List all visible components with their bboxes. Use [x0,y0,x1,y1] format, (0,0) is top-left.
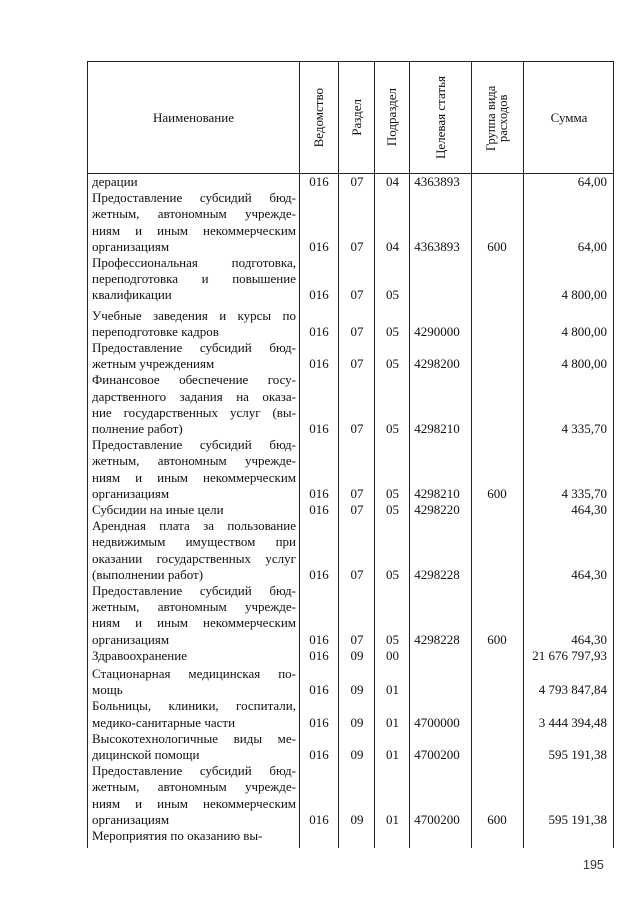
row-vedomstvo: 016 [309,566,329,582]
row-summa: 4 800,00 [561,287,607,303]
row-podrazdel: 01 [386,714,399,730]
row-podrazdel: 01 [386,746,399,762]
row-name-line: ниям и иным некоммерческим [92,615,296,631]
row-podrazdel: 05 [386,566,399,582]
row-podrazdel: 05 [386,356,399,372]
row-name [92,666,296,698]
row-name-line: Предоставление субсидий бюд- [92,583,296,598]
table-row [88,255,613,304]
row-razdel: 07 [350,566,364,582]
row-name-line: ние государственных услуг (вы- [92,404,296,420]
row-razdel: 07 [350,174,364,189]
row-name-line: Предоставление субсидий бюд- [92,190,296,206]
row-vedomstvo: 016 [309,714,329,730]
header-name: Наименование [153,109,234,125]
row-podrazdel: 05 [386,502,399,517]
row-summa: 464,30 [571,502,607,517]
row-name [92,340,296,372]
row-name [92,190,296,255]
row-summa: 4 800,00 [561,323,607,339]
row-podrazdel: 04 [386,238,399,254]
row-summa: 64,00 [577,174,607,189]
table-row [88,372,613,437]
row-name [92,502,296,518]
row-summa: 464,30 [571,566,607,582]
row-razdel: 09 [350,746,364,762]
row-name [92,255,296,304]
row-celevaya: 4290000 [414,323,460,339]
row-celevaya: 4298200 [414,356,460,372]
row-vedomstvo: 016 [309,323,329,339]
row-gruppa: 600 [487,811,507,827]
row-name-line: Субсидии на иные цели [92,502,224,517]
row-podrazdel: 05 [386,485,399,501]
row-name-line: медико-санитарные части [92,714,236,730]
row-name-line: ниям и иным некоммерческим [92,469,296,485]
row-name-line: организациям [92,485,170,501]
row-celevaya: 4298210 [414,485,460,501]
row-name-line: жетным, автономным учрежде- [92,453,296,469]
page-number: 195 [583,858,604,872]
table-row [88,828,613,844]
header-summa: Сумма [550,109,588,125]
row-name-line: Предоставление субсидий бюд- [92,340,296,355]
row-podrazdel: 01 [386,682,399,698]
row-celevaya: 4298228 [414,631,460,647]
row-name-line: полнение работ) [92,421,183,436]
row-celevaya: 4363893 [414,174,460,189]
header-razdel-cell [338,62,374,173]
row-name [92,828,296,844]
header-podrazdel: Подраздел [384,88,399,147]
header-podrazdel-cell [374,62,409,173]
row-name-line: квалификации [92,287,172,303]
row-name-line: недвижимым имуществом при [92,534,296,550]
header-gruppa: Группа вида расходов [484,84,510,151]
row-razdel: 07 [350,420,364,436]
row-razdel: 07 [350,238,364,254]
row-vedomstvo: 016 [309,485,329,501]
row-podrazdel: 05 [386,323,399,339]
row-name-line: организациям [92,811,170,827]
row-razdel: 07 [350,631,364,647]
table-row [88,698,613,730]
table-row [88,731,613,763]
row-name-line: переподготовка и повышение [92,271,296,287]
row-name-line: Высокотехнологичные виды ме- [92,730,296,746]
row-razdel: 07 [350,485,364,501]
row-summa: 21 676 797,93 [532,647,607,663]
row-name [92,308,296,340]
row-name-line: организациям [92,238,170,254]
table-row [88,340,613,372]
row-name-line: Больницы, клиники, госпитали, [92,698,296,714]
row-vedomstvo: 016 [309,746,329,762]
header-razdel: Раздел [348,99,364,136]
table-row [88,190,613,255]
row-name-line: Профессиональная подготовка, [92,255,296,270]
row-name-line: дицинской помощи [92,747,200,762]
row-razdel: 07 [350,323,364,339]
row-summa: 64,00 [577,238,607,254]
header-celevaya-cell [409,62,471,173]
row-vedomstvo: 016 [309,287,329,303]
row-podrazdel: 05 [386,631,399,647]
row-name [92,731,296,763]
row-vedomstvo: 016 [309,420,329,436]
row-celevaya: 4298210 [414,420,460,436]
row-razdel: 07 [350,356,364,372]
row-summa: 595 191,38 [548,811,607,827]
row-razdel: 07 [350,502,364,517]
row-name-line: Здравоохранение [92,647,187,663]
row-name [92,648,296,664]
row-name-line: ниям и иным некоммерческим [92,222,296,238]
row-gruppa: 600 [487,238,507,254]
header-vedomstvo: Ведомство [311,87,326,148]
row-vedomstvo: 016 [309,631,329,647]
row-name-line: ниям и иным некоммерческим [92,795,296,811]
header-celevaya: Целевая статья [432,75,448,159]
row-name-line: Предоставление субсидий бюд- [92,763,296,779]
row-name-line: жетным, автономным учрежде- [92,206,296,222]
row-celevaya: 4700200 [414,811,460,827]
row-name-line: дерации [92,174,138,189]
row-name-line: мощь [92,682,123,698]
row-name [92,174,296,190]
row-vedomstvo: 016 [309,174,329,189]
row-name-line: Учебные заведения и курсы по [92,307,296,323]
row-name [92,763,296,828]
row-name [92,583,296,648]
row-celevaya: 4298228 [414,566,460,582]
row-name-line: Финансовое обеспечение госу- [92,372,296,388]
row-vedomstvo: 016 [309,238,329,254]
row-podrazdel: 00 [386,647,399,663]
row-celevaya: 4363893 [414,238,460,254]
row-name-line: Предоставление субсидий бюд- [92,437,296,453]
row-summa: 464,30 [571,631,607,647]
table-row [88,763,613,828]
table-row [88,502,613,518]
table-row [88,583,613,648]
row-gruppa: 600 [487,485,507,501]
row-summa: 4 335,70 [561,420,607,436]
row-vedomstvo: 016 [309,647,329,663]
table-row [88,648,613,664]
row-name [92,698,296,730]
row-celevaya: 4298220 [414,502,460,517]
row-podrazdel: 01 [386,811,399,827]
row-name-line: (выполнении работ) [92,566,204,582]
row-summa: 3 444 394,48 [538,714,607,730]
row-vedomstvo: 016 [309,356,329,372]
row-name-line: Арендная плата за пользование [92,518,296,534]
table-row [88,174,613,190]
row-summa: 4 793 847,84 [538,682,607,698]
row-name-line: жетным, автономным учрежде- [92,599,296,615]
row-razdel: 09 [350,682,364,698]
row-razdel: 09 [350,647,364,663]
row-vedomstvo: 016 [309,811,329,827]
row-celevaya: 4700200 [414,746,460,762]
row-razdel: 07 [350,287,364,303]
row-name [92,437,296,502]
header-vedomstvo-cell [299,62,338,173]
row-podrazdel: 04 [386,174,399,189]
header-gruppa-cell [471,62,523,173]
row-name-line: жетным, автономным учрежде- [92,779,296,795]
row-celevaya: 4700000 [414,714,460,730]
row-name-line: переподготовке кадров [92,323,219,339]
table-row [88,308,613,340]
row-vedomstvo: 016 [309,502,329,517]
row-podrazdel: 05 [386,287,399,303]
row-name-line: организациям [92,631,170,647]
row-vedomstvo: 016 [309,682,329,698]
row-name-line: оказании государственных услуг [92,550,296,566]
budget-table [87,61,614,848]
row-name-line: Стационарная медицинская по- [92,666,296,681]
row-name-line: Мероприятия по оказанию вы- [92,828,263,843]
row-summa: 595 191,38 [548,746,607,762]
row-summa: 4 800,00 [561,356,607,372]
row-name [92,518,296,583]
table-row [88,666,613,698]
row-podrazdel: 05 [386,420,399,436]
row-razdel: 09 [350,714,364,730]
row-razdel: 09 [350,811,364,827]
row-gruppa: 600 [487,631,507,647]
row-name-line: дарственного задания на оказа- [92,388,296,404]
row-name [92,372,296,437]
row-summa: 4 335,70 [561,485,607,501]
table-row [88,518,613,583]
table-row [88,437,613,502]
row-name-line: жетным учреждениям [92,356,215,372]
